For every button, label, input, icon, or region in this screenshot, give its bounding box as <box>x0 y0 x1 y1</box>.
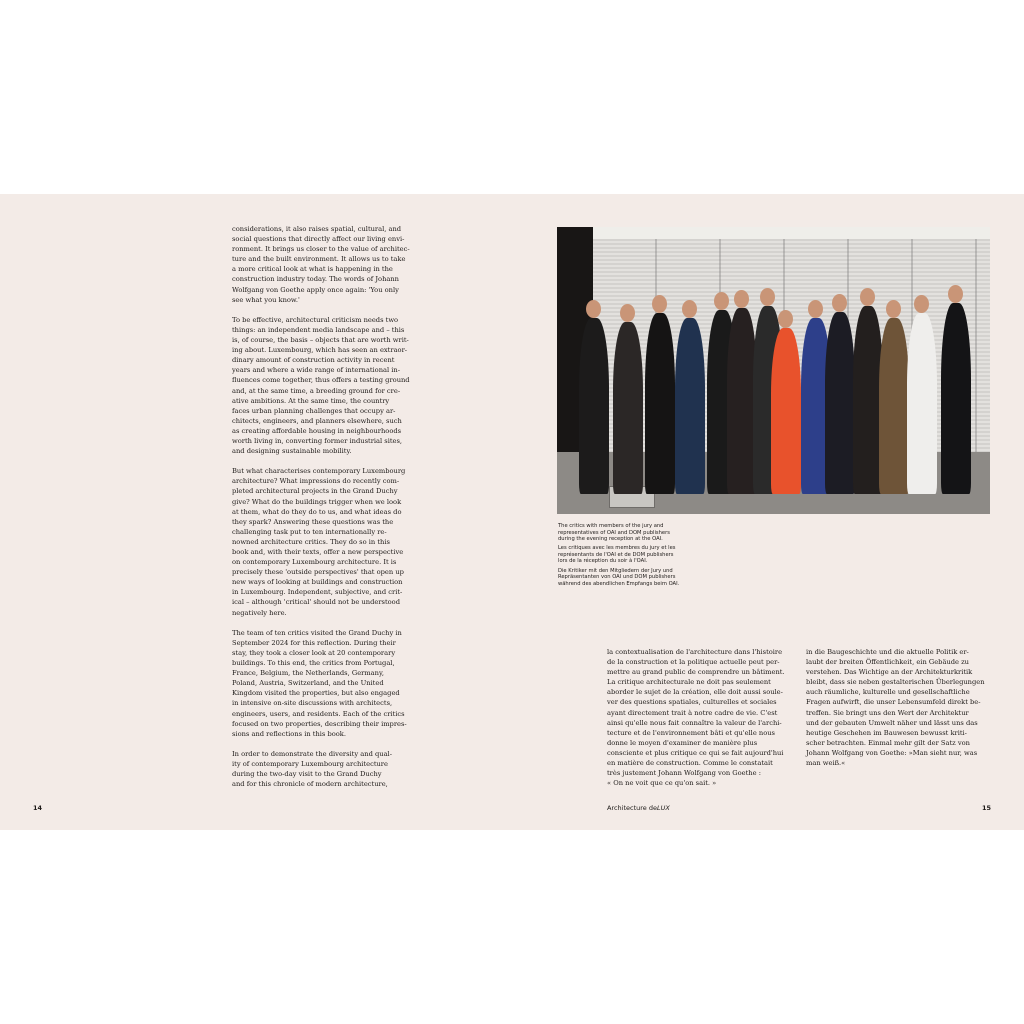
group-photo <box>557 227 990 514</box>
person-figure <box>825 312 855 494</box>
person-head <box>948 285 963 303</box>
paragraph: The team of ten critics visited the Grand Duchy in September 2024 for this reflection. During their stay, they took a closer look at 20 contemporary buildings. To this end, the critics from Portugal, France, Belgium, the Netherlands, Germany, Poland, Austria, Switzerland, and the United Kingdom visited the properties, but also engaged in intensive on-site discussions with architects, engineers, users, and residents. Each of the critics focused on two properties, describing their impres- sions and reflections in this book. <box>232 628 407 738</box>
person-head <box>760 288 775 306</box>
person-figure <box>675 318 705 494</box>
person-head <box>734 290 749 308</box>
person-figure <box>941 303 971 494</box>
person-head <box>682 300 697 318</box>
person-figure <box>579 318 609 494</box>
person-head <box>620 304 635 322</box>
person-figure <box>907 313 937 494</box>
person-head <box>652 295 667 313</box>
page-number-right: 15 <box>982 804 992 812</box>
book-spread <box>0 194 1024 830</box>
running-head: Architecture deLUX <box>607 804 670 812</box>
german-column <box>806 647 989 778</box>
person-figure <box>771 328 801 494</box>
paragraph: But what characterises contemporary Luxembourg architecture? What impressions do recently com- pleted architectural projects in the Grand Duchy give? What do the buildings trigger when we look at them, what do they do to us, and what ideas do they spark? Answering these questions was the challenging task put to ten internationally re- nowned architecture critics. They do so in this book and, with their texts, offer a new perspective on contemporary Luxembourg architecture. It is precisely these 'outside perspectives' that open up new ways of looking at buildings and construction in Luxembourg. Independent, subjective, and crit- ical – although 'critical' should not be understood negatively here. <box>232 467 406 617</box>
person-figure <box>645 313 675 494</box>
caption-german: Die Kritiker mit den Mitgliedern der Jury und Repräsentanten von OAI und DOM publishers während des abendlichen Empfangs beim OAI. <box>558 567 680 587</box>
caption-english: The critics with members of the jury and representatives of OAI and DOM publishers during the evening reception at the OAI. <box>558 523 670 542</box>
page-number-left: 14 <box>33 804 43 812</box>
person-figure <box>879 318 909 494</box>
person-head <box>808 300 823 318</box>
paragraph: In order to demonstrate the diversity and qual- ity of contemporary Luxembourg architecture during the two-day visit to the Grand Duchy and for this chronicle of modern architecture, <box>232 749 392 789</box>
french-text: la contextualisation de l'architecture dans l'histoire de la construction et la politique actuelle peut per- mettre au grand public de comprendre un bâtiment. La critique architecturale ne doit pas seulement aborder le sujet de la création, elle doit aussi soule- ver des questions spatiales, culturelles et sociales ayant directement trait à notre cadre de vie. C'est ainsi qu'elle nous fait connaître la valeur de l'archi- tecture et de l'environnement bâti et qu'elle nous donne le moyen d'examiner de manière plus consciente et plus critique ce qui se fait aujourd'hui en matière de construction. Comme le constatait très justement Johann Wolfgang von Goethe : « On ne voit que ce qu'on sait. » <box>607 648 785 788</box>
person-head <box>714 292 729 310</box>
french-column <box>607 647 790 798</box>
person-head <box>914 295 929 313</box>
person-head <box>886 300 901 318</box>
person-figure <box>613 322 643 494</box>
paragraph: To be effective, architectural criticism needs two things: an independent media landscape and – this is, of course, the basis – objects that are worth writ- ing about. Luxembourg, which has seen an extraor- dinary amount of construction activity in recent years and where a wide range of international in- fluences come together, thus offers a testing ground and, at the same time, a breeding ground for cre- ative ambitions. At the same time, the country faces urban planning challenges that occupy ar- chitects, engineers, and planners elsewhere, such as creating affordable housing in neighbourhoods worth living in, converting former industrial sites, and designing sustainable mobility. <box>232 315 410 456</box>
caption-french: Les critiques avec les membres du jury et les représentants de l'OAI et de DOM publishers lors de la réception du soir à l'OAI. <box>558 545 676 565</box>
person-head <box>586 300 601 318</box>
person-head <box>860 288 875 306</box>
photo-caption <box>558 523 708 590</box>
person-head <box>832 294 847 312</box>
paragraph: considerations, it also raises spatial, cultural, and social questions that directly affect our living envi- ronment. It brings us closer to the value of architec- ture and the built environment. It allows us to take a more critical look at what is happening in the construction industry today. The words of Johann Wolfgang von Goethe apply once again: 'You only see what you know.' <box>232 225 410 304</box>
person-head <box>778 310 793 328</box>
left-page-text <box>232 224 420 799</box>
german-text: in die Baugeschichte und die aktuelle Politik er- laubt der breiten Öffentlichkeit, ein Gebäude zu verstehen. Das Wichtige an der Architekturkritik bleibt, dass sie neben gestalterischen Überlegungen auch räumliche, kulturelle und gesellschaftliche Fragen aufwirft, die unser Lebensumfeld direkt be- treffen. Sie bringt uns den Wert der Architektur und der gebauten Umwelt näher und lässt uns das heutige Geschehen im Bauwesen bewusst kriti- scher betrachten. Einmal mehr gilt der Satz von Johann Wolfgang von Goethe: »Man sieht nur, was man weiß.« <box>806 648 985 768</box>
